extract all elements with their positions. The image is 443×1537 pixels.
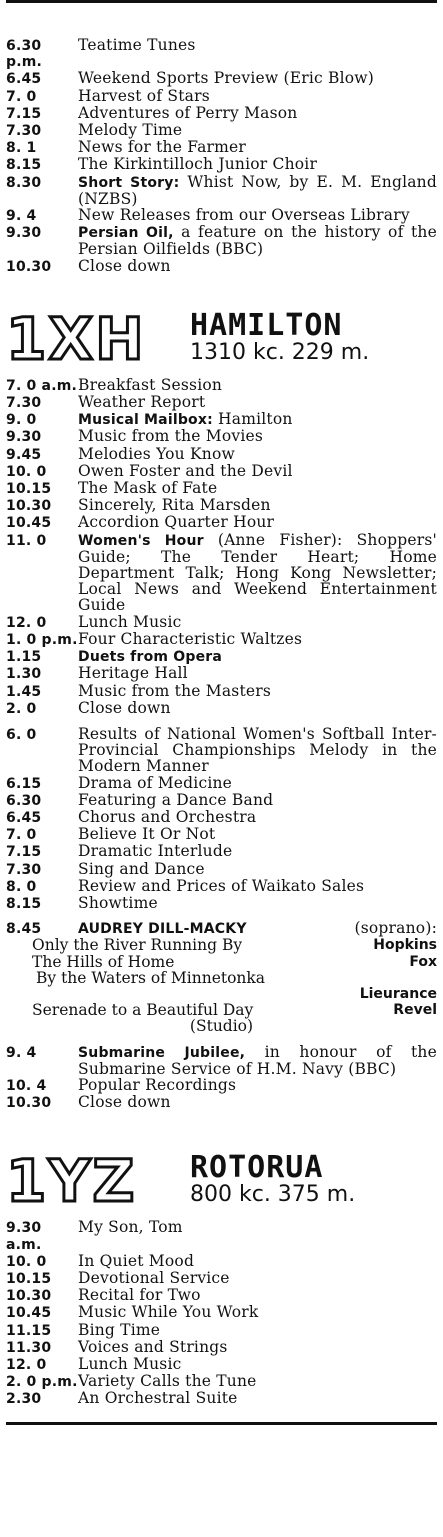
previous-station-listing	[6, 3, 437, 275]
listing-bold-title: Duets from Opera	[78, 649, 223, 666]
listing-row	[6, 258, 437, 275]
listing-description: Featuring a Dance Band	[78, 790, 274, 809]
listing-time: 10. 0	[6, 463, 47, 480]
listing-time: 1.15	[6, 649, 42, 666]
listing-description: Accordion Quarter Hour	[78, 513, 275, 532]
listing-description: The Kirkintilloch Junior Choir	[78, 155, 318, 174]
listing-time: 9. 0	[6, 412, 37, 429]
listing-row	[6, 1390, 437, 1407]
listing-row	[6, 809, 437, 826]
listing-row	[6, 88, 437, 105]
listing-text	[78, 411, 437, 428]
listing-description: Adventures of Perry Mason	[78, 103, 298, 122]
song-title: By the Waters of Minnetonka	[36, 968, 266, 987]
listing-time: 7.15	[6, 105, 42, 122]
listing-row	[6, 1219, 437, 1252]
station-frequency: 1310 kc. 229 m.	[190, 339, 370, 365]
listing-time: 11.30	[6, 1339, 52, 1356]
listing-row	[6, 532, 437, 614]
listing-description: Breakfast Session	[78, 375, 223, 394]
listing-text	[78, 1253, 437, 1269]
listing-text	[78, 258, 437, 274]
listing-description: The Mask of Fate	[78, 479, 218, 498]
listing-time: 9. 4	[6, 1044, 37, 1061]
listing-time: 2. 0 p.m.	[6, 1374, 78, 1391]
listing-time: 7.15	[6, 844, 42, 861]
listing-text	[78, 139, 437, 155]
listing-text	[78, 878, 437, 894]
listing-row	[6, 1339, 437, 1356]
listing-time: 10. 0	[6, 1253, 47, 1270]
hamilton-morning-listing	[6, 377, 437, 717]
listing-description: Weather Report	[78, 393, 206, 412]
listing-text	[78, 446, 437, 462]
listing-text	[78, 700, 437, 716]
song-composer: Hopkins	[373, 937, 437, 954]
listing-time: 6.45	[6, 71, 42, 88]
listing-row	[6, 480, 437, 497]
listing-row	[6, 37, 437, 70]
listing-time: 10.45	[6, 515, 52, 532]
listing-row	[6, 122, 437, 139]
listing-description: (Anne Fisher): Shoppers' Guide; The Tender Heart; Home Department Talk; Hong Kong Newsletter; Local News and Weekend Entertainment Guide	[78, 530, 437, 615]
listing-time: 6.45	[6, 809, 42, 826]
listing-row	[6, 1044, 437, 1077]
listing-description: Close down	[78, 1093, 171, 1112]
listing-row	[6, 70, 437, 87]
listing-text	[78, 428, 437, 444]
listing-text	[78, 88, 437, 104]
listing-description: Recital for Two	[78, 1286, 201, 1305]
listing-text	[78, 1304, 437, 1320]
station-callsign: 1XH	[6, 304, 146, 373]
listing-row	[6, 726, 437, 775]
listing-text	[78, 1339, 437, 1355]
station-header-rotorua	[6, 1147, 437, 1216]
listing-row	[6, 377, 437, 394]
listing-row	[6, 514, 437, 531]
listing-text	[78, 514, 437, 530]
listing-description: Owen Foster and the Devil	[78, 461, 293, 480]
listing-text	[78, 726, 437, 775]
listing-text	[78, 843, 437, 859]
listing-description: Drama of Medicine	[78, 773, 233, 792]
listing-text	[78, 895, 437, 911]
listing-text	[78, 1322, 437, 1338]
listing-time: 10. 4	[6, 1077, 47, 1094]
listing-description: Voices and Strings	[78, 1337, 228, 1356]
listing-row	[6, 861, 437, 878]
recital-note: (Studio)	[189, 1017, 254, 1036]
listing-bold-title: Musical Mailbox:	[78, 412, 213, 429]
station-city: HAMILTON	[190, 307, 343, 343]
listing-row	[6, 105, 437, 122]
listing-row	[6, 428, 437, 445]
listing-text	[78, 826, 437, 842]
song-composer: Revel	[393, 1002, 437, 1019]
radio-listings-page	[6, 0, 437, 1425]
listing-time: 7. 0	[6, 827, 37, 844]
listing-row	[6, 648, 437, 665]
recital-performer: AUDREY DILL-MACKY	[78, 921, 247, 938]
listing-text	[78, 1044, 437, 1077]
listing-text	[78, 792, 437, 808]
listing-text	[78, 665, 437, 681]
listing-text	[78, 70, 437, 86]
listing-time: 7.30	[6, 123, 42, 140]
listing-text	[78, 1390, 437, 1406]
listing-time: 2. 0	[6, 700, 37, 717]
listing-description: Showtime	[78, 893, 158, 912]
listing-description: Bing Time	[78, 1320, 161, 1339]
listing-row	[6, 826, 437, 843]
listing-row	[6, 411, 437, 428]
listing-time: 8.15	[6, 895, 42, 912]
listing-description: Review and Prices of Waikato Sales	[78, 876, 365, 895]
listing-text	[78, 224, 437, 257]
listing-time: 7. 0 a.m.	[6, 377, 78, 394]
listing-row	[6, 775, 437, 792]
listing-row	[6, 792, 437, 809]
listing-time: 10.30	[6, 1095, 52, 1112]
listing-text	[78, 532, 437, 614]
listing-row	[6, 1373, 437, 1390]
listing-description: Teatime Tunes	[78, 36, 196, 54]
listing-description: Weekend Sports Preview (Eric Blow)	[78, 69, 375, 88]
listing-time: 12. 0	[6, 1357, 47, 1373]
listing-row	[6, 1356, 437, 1373]
listing-row	[6, 683, 437, 700]
listing-time: 10.30	[6, 258, 52, 275]
station-header-hamilton	[6, 304, 437, 373]
listing-text	[78, 122, 437, 138]
listing-description: Heritage Hall	[78, 664, 188, 683]
recital-time: 8.45	[6, 921, 42, 938]
listing-time: 1.30	[6, 666, 42, 683]
song-composer: Fox	[409, 953, 437, 970]
listing-row	[6, 1077, 437, 1094]
listing-description: Dramatic Interlude	[78, 842, 233, 861]
listing-time: 9.30	[6, 429, 42, 446]
listing-time: 9.45	[6, 446, 42, 463]
listing-time: 7.30	[6, 395, 42, 412]
listing-text	[78, 861, 437, 877]
listing-time: 6.15	[6, 775, 42, 792]
listing-description: Music from the Masters	[78, 681, 272, 700]
listing-time: 8.15	[6, 157, 42, 174]
listing-row	[6, 1304, 437, 1321]
listing-description: Chorus and Orchestra	[78, 807, 257, 826]
listing-time: 8.30	[6, 174, 42, 191]
listing-time: 9. 4	[6, 208, 37, 225]
listing-description: Lunch Music	[78, 612, 182, 631]
listing-time: 10.15	[6, 1270, 52, 1287]
listing-row	[6, 497, 437, 514]
listing-row	[6, 843, 437, 860]
listing-time: 7. 0	[6, 88, 37, 105]
listing-description: Close down	[78, 698, 171, 717]
listing-time: 10.30	[6, 1288, 52, 1305]
listing-text	[78, 614, 437, 630]
station-frequency: 800 kc. 375 m.	[190, 1182, 356, 1208]
listing-time: 10.30	[6, 498, 52, 515]
listing-time: 1.45	[6, 683, 42, 700]
song-composer: Lieurance	[359, 985, 437, 1002]
listing-time: 2.30	[6, 1391, 42, 1408]
song-title: Only the River Running By	[32, 936, 243, 955]
listing-description: Close down	[78, 256, 171, 275]
bottom-rule	[6, 1422, 437, 1425]
recital-voice: (soprano):	[354, 919, 437, 938]
listing-row	[6, 631, 437, 648]
listing-bold-title: Women's Hour	[78, 532, 204, 549]
listing-description: Devotional Service	[78, 1268, 230, 1287]
listing-bold-title: Short Story:	[78, 174, 180, 191]
hamilton-late-listing	[6, 1044, 437, 1112]
recital-block	[6, 920, 437, 1034]
listing-row	[6, 446, 437, 463]
listing-row	[6, 156, 437, 173]
listing-text	[78, 1373, 437, 1389]
listing-description: in honour of the Submarine Service of H.M. Navy (BBC)	[78, 1042, 437, 1078]
listing-text	[78, 648, 437, 665]
listing-text	[78, 480, 437, 496]
listing-time: 11.15	[6, 1322, 52, 1339]
listing-description: Music While You Work	[78, 1303, 259, 1322]
listing-description: Hamilton	[218, 410, 293, 429]
listing-row	[6, 665, 437, 682]
rotorua-listing	[6, 1219, 437, 1407]
listing-time: 1. 0 p.m.	[6, 631, 78, 648]
listing-bold-title: Persian Oil,	[78, 225, 174, 242]
listing-text	[78, 1077, 437, 1093]
listing-text	[78, 683, 437, 699]
listing-description: a feature on the history of the Persian Oilfields (BBC)	[78, 223, 437, 259]
listing-description: Believe It Or Not	[78, 825, 216, 844]
listing-time: 10.15	[6, 481, 52, 498]
listing-row	[6, 700, 437, 717]
listing-row	[6, 1094, 437, 1111]
listing-time: 11. 0	[6, 532, 47, 549]
listing-text	[78, 775, 437, 791]
listing-row	[6, 1322, 437, 1339]
listing-row	[6, 463, 437, 480]
listing-text	[78, 105, 437, 121]
listing-description: Melody Time	[78, 121, 183, 140]
listing-time: 7.30	[6, 861, 42, 878]
listing-row	[6, 614, 437, 631]
listing-description: Music from the Movies	[78, 427, 264, 446]
listing-description: Variety Calls the Tune	[78, 1372, 257, 1391]
listing-row	[6, 878, 437, 895]
listing-time: 6.30 p.m.	[6, 38, 43, 71]
listing-description: Whist Now, by E. M. England (NZBS)	[78, 172, 437, 208]
listing-bold-title: Submarine Jubilee,	[78, 1044, 246, 1061]
listing-text	[78, 1270, 437, 1286]
listing-text	[78, 809, 437, 825]
listing-row	[6, 207, 437, 224]
listing-row	[6, 174, 437, 207]
listing-description: Sing and Dance	[78, 859, 205, 878]
listing-row	[6, 224, 437, 257]
hamilton-evening-listing	[6, 726, 437, 912]
listing-row	[6, 139, 437, 156]
listing-description: Lunch Music	[78, 1355, 182, 1373]
listing-text	[78, 1356, 437, 1372]
listing-time: 10.45	[6, 1305, 52, 1322]
song-title: The Hills of Home	[32, 952, 175, 971]
listing-description: Melodies You Know	[78, 444, 235, 463]
listing-text	[78, 463, 437, 479]
listing-row	[6, 394, 437, 411]
listing-text	[78, 37, 437, 53]
listing-time: 8. 1	[6, 140, 37, 157]
listing-description: New Releases from our Overseas Library	[78, 206, 410, 225]
listing-description: In Quiet Mood	[78, 1251, 195, 1270]
listing-description: Harvest of Stars	[78, 86, 210, 105]
listing-text	[78, 497, 437, 513]
listing-text	[78, 156, 437, 172]
listing-time: 6. 0	[6, 726, 37, 743]
listing-text	[78, 1094, 437, 1110]
listing-text	[78, 631, 437, 647]
listing-text	[78, 174, 437, 207]
listing-text	[78, 377, 437, 393]
song-title: Serenade to a Beautiful Day	[32, 1001, 254, 1020]
listing-description: Four Characteristic Waltzes	[78, 629, 303, 648]
listing-row	[6, 895, 437, 912]
listing-description: My Son, Tom	[78, 1218, 183, 1237]
listing-description: Results of National Women's Softball Inter-Provincial Championships Melody in the Modern Manner	[78, 724, 437, 776]
listing-text	[78, 1287, 437, 1303]
listing-text	[78, 207, 437, 223]
listing-time: 12. 0	[6, 614, 47, 631]
listing-time: 9.30 a.m.	[6, 1220, 42, 1253]
station-city: ROTORUA	[190, 1150, 324, 1186]
listing-row	[6, 1287, 437, 1304]
listing-row	[6, 1253, 437, 1270]
listing-description: News for the Farmer	[78, 138, 247, 157]
listing-text	[78, 394, 437, 410]
station-callsign: 1YZ	[6, 1147, 137, 1216]
listing-time: 8. 0	[6, 878, 37, 895]
listing-text	[78, 1219, 437, 1235]
listing-description: Popular Recordings	[78, 1075, 237, 1094]
listing-description: Sincerely, Rita Marsden	[78, 496, 271, 515]
listing-description: An Orchestral Suite	[78, 1389, 238, 1408]
listing-time: 9.30	[6, 225, 42, 242]
listing-row	[6, 1270, 437, 1287]
listing-time: 6.30	[6, 792, 42, 809]
